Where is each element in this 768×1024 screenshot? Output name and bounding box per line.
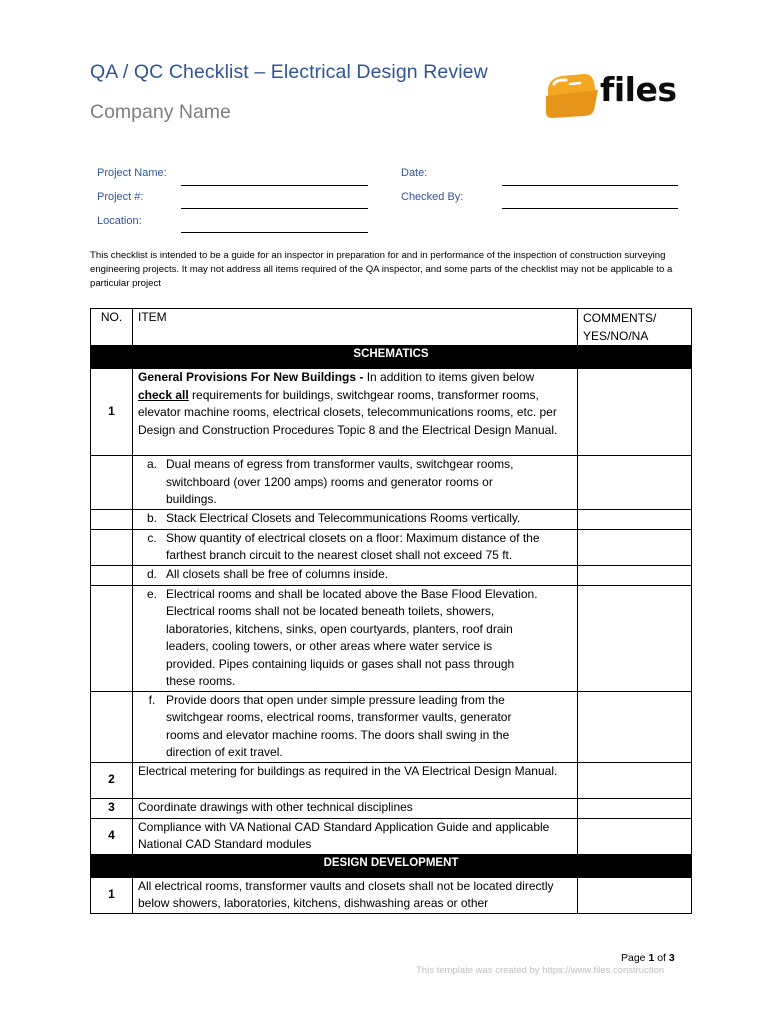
sub-text: Stack Electrical Closets and Telecommunications Rooms vertically.	[166, 510, 521, 525]
table-header-row	[91, 309, 692, 346]
page-current: 1	[648, 952, 655, 964]
company-name: Company Name	[90, 101, 231, 123]
table-row	[91, 565, 692, 585]
page-word: Page	[621, 952, 646, 964]
row-number: 1	[91, 369, 133, 456]
files-logo	[540, 66, 710, 126]
sub-text: Electrical rooms and shall be located above the Base Flood Elevation. Electrical rooms shall not be located beneath toilets, showers, laboratories, kitchens, sinks, open courtyards, planters, roof drain leaders, cooling towers, or other areas where water service is provided. Pipes containing liquids or gases shall not pass through these rooms.	[166, 586, 538, 688]
sub-letter: a.	[146, 457, 157, 471]
comments-cell[interactable]	[578, 585, 692, 691]
of-word: of	[657, 952, 666, 964]
item-heading: General Provisions For New Buildings -	[138, 370, 364, 384]
sub-letter: d.	[146, 566, 157, 581]
date-label: Date:	[401, 167, 428, 179]
comments-cell[interactable]	[578, 798, 692, 818]
page-number	[621, 952, 675, 964]
table-row	[91, 585, 692, 691]
page-total: 3	[668, 952, 675, 964]
table-row	[91, 691, 692, 762]
section-title-schematics: SCHEMATICS	[91, 346, 692, 369]
row-item	[133, 529, 578, 565]
comments-cell[interactable]	[578, 877, 692, 913]
sub-letter: c.	[147, 530, 157, 545]
comments-cell[interactable]	[578, 529, 692, 565]
item-text: In addition to items given below	[363, 370, 535, 384]
row-number	[91, 456, 133, 510]
sub-letter: e.	[146, 586, 157, 601]
sub-text: Show quantity of electrical closets on a floor: Maximum distance of the farthest branch circuit to the nearest closet shall not exceed 75 ft.	[166, 530, 540, 562]
row-number	[91, 529, 133, 565]
table-row	[91, 456, 692, 510]
row-number: 3	[91, 798, 133, 818]
row-item	[133, 456, 578, 510]
row-item	[133, 565, 578, 585]
header-comments-line1: COMMENTS/	[583, 311, 657, 325]
row-number	[91, 585, 133, 691]
row-item	[133, 585, 578, 691]
comments-cell[interactable]	[578, 369, 692, 456]
table-row	[91, 369, 692, 456]
row-number: 4	[91, 818, 133, 854]
template-credit: This template was created by https://www.files.construction	[416, 965, 665, 976]
date-field[interactable]	[502, 185, 678, 186]
table-row	[91, 877, 692, 913]
header-item: ITEM	[133, 309, 578, 346]
table-row	[91, 529, 692, 565]
row-item: Electrical metering for buildings as required in the VA Electrical Design Manual.	[133, 762, 578, 798]
row-item: All electrical rooms, transformer vaults and closets shall not be located directly below showers, laboratories, kitchens, dishwashing areas or other	[133, 877, 578, 913]
sub-text: Provide doors that open under simple pressure leading from the switchgear rooms, electrical rooms, transformer vaults, generator rooms and elevator machine rooms. The doors shall swing in the direction of exit travel.	[166, 692, 512, 759]
row-item: Coordinate drawings with other technical disciplines	[133, 798, 578, 818]
row-item	[133, 509, 578, 529]
table-row	[91, 509, 692, 529]
comments-cell[interactable]	[578, 565, 692, 585]
folder-icon	[540, 66, 602, 122]
row-number	[91, 691, 133, 762]
sub-text: All closets shall be free of columns inside.	[166, 566, 389, 581]
row-item: Compliance with VA National CAD Standard Application Guide and applicable National CAD Standard modules	[133, 818, 578, 854]
table-row	[91, 762, 692, 798]
project-name-field[interactable]	[181, 185, 368, 186]
header-comments-line2: YES/NO/NA	[583, 328, 649, 343]
project-number-field[interactable]	[181, 208, 368, 209]
sub-letter: b.	[146, 510, 157, 525]
sub-letter: f.	[148, 692, 156, 707]
row-item	[133, 369, 578, 456]
row-number: 2	[91, 762, 133, 798]
table-row	[91, 818, 692, 854]
comments-cell[interactable]	[578, 509, 692, 529]
comments-cell[interactable]	[578, 456, 692, 510]
comments-cell[interactable]	[578, 818, 692, 854]
row-item	[133, 691, 578, 762]
row-number	[91, 509, 133, 529]
header-comments	[578, 309, 692, 346]
section-row-design-development	[91, 854, 692, 877]
item-emphasis: check all	[138, 387, 189, 402]
project-number-label: Project #:	[97, 191, 144, 203]
intro-paragraph: This checklist is intended to be a guide for an inspector in preparation for and in performance of the inspection of construction surveying engineering projects. It may not address all items required of the QA inspector, and some parts of the checklist may not be applicable to a particular project	[90, 250, 673, 289]
section-title-design-development: DESIGN DEVELOPMENT	[91, 854, 692, 877]
location-label: Location:	[97, 215, 142, 227]
item-text: requirements for buildings, switchgear rooms, transformer rooms, elevator machine rooms, electrical closets, telecommunications rooms, etc. per Design and Construction Procedures Topic 8 and the Electrical Design Manual.	[138, 387, 558, 437]
document-title: QA / QC Checklist – Electrical Design Review	[90, 61, 488, 83]
logo-wordmark: files	[600, 70, 677, 109]
comments-cell[interactable]	[578, 691, 692, 762]
checklist-table	[90, 308, 692, 914]
checked-by-label: Checked By:	[401, 191, 464, 203]
header-no: NO.	[91, 309, 133, 346]
section-row-schematics	[91, 346, 692, 369]
location-field[interactable]	[181, 232, 368, 233]
comments-cell[interactable]	[578, 762, 692, 798]
checked-by-field[interactable]	[502, 208, 678, 209]
row-number: 1	[91, 877, 133, 913]
project-name-label: Project Name:	[97, 167, 167, 179]
table-row	[91, 798, 692, 818]
sub-text: Dual means of egress from transformer vaults, switchgear rooms, switchboard (over 1200 amps) rooms and generator rooms or buildings.	[166, 457, 514, 506]
row-number	[91, 565, 133, 585]
